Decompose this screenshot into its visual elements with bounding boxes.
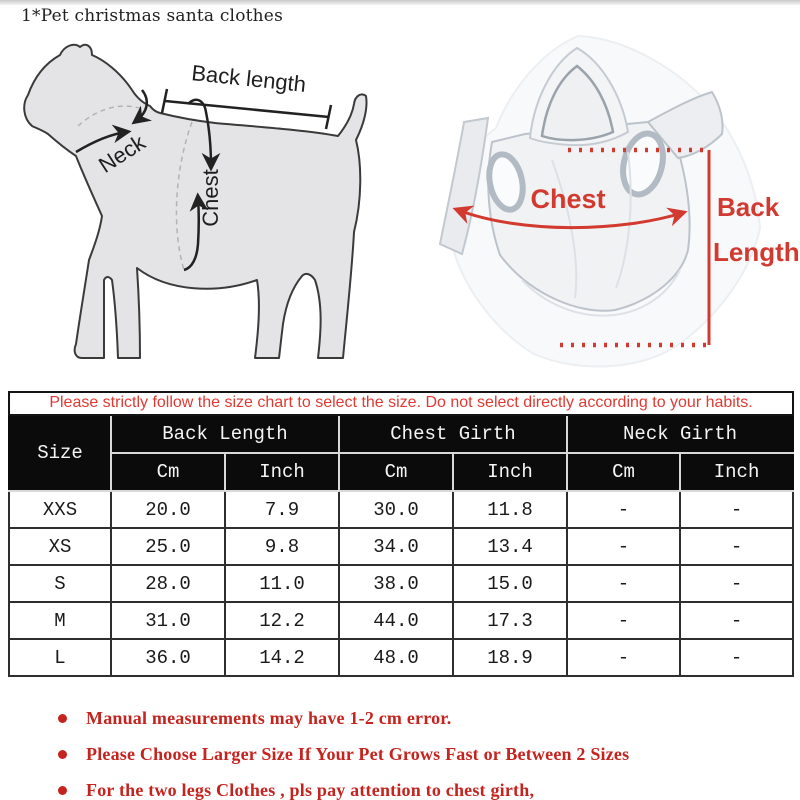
col-header-neck-girth: Neck Girth — [567, 415, 793, 453]
garment-svg — [430, 30, 800, 380]
value-cell: - — [567, 528, 680, 565]
col-header-chest-girth: Chest Girth — [339, 415, 567, 453]
size-table — [8, 391, 794, 677]
value-cell: 31.0 — [111, 602, 225, 639]
table-row-s — [9, 565, 793, 602]
value-cell: - — [680, 565, 793, 602]
note-text: Please Choose Larger Size If Your Pet Grows Fast or Between 2 Sizes — [86, 743, 630, 764]
value-cell: - — [567, 639, 680, 676]
size-cell: L — [9, 639, 111, 676]
footnotes — [58, 700, 778, 800]
value-cell: 9.8 — [225, 528, 339, 565]
size-table-section — [8, 391, 792, 677]
note-text: For the two legs Clothes , pls pay attention to chest girth, — [86, 779, 535, 800]
bullet-icon — [58, 714, 67, 723]
table-row-xs — [9, 528, 793, 565]
col-header-back-length: Back Length — [111, 415, 339, 453]
value-cell: 30.0 — [339, 491, 453, 528]
value-cell: 48.0 — [339, 639, 453, 676]
header-unit-row — [9, 453, 793, 491]
chest-label: Chest — [198, 169, 223, 227]
warning-row — [9, 392, 793, 415]
top-edge-strip — [0, 0, 800, 5]
size-cell: XS — [9, 528, 111, 565]
value-cell: - — [567, 491, 680, 528]
garment-back-label: Back — [717, 192, 780, 222]
neck-label: Neck — [94, 129, 150, 178]
col-header-chest-cm: Cm — [339, 453, 453, 491]
back-length-label: Back length — [190, 60, 308, 97]
value-cell: 11.8 — [453, 491, 567, 528]
table-row-m — [9, 602, 793, 639]
value-cell: 12.2 — [225, 602, 339, 639]
note-item — [58, 700, 778, 736]
value-cell: 44.0 — [339, 602, 453, 639]
page-title: 1*Pet christmas santa clothes — [21, 6, 283, 26]
value-cell: - — [567, 565, 680, 602]
value-cell: - — [680, 639, 793, 676]
value-cell: 36.0 — [111, 639, 225, 676]
table-row-l — [9, 639, 793, 676]
value-cell: - — [567, 602, 680, 639]
value-cell: 38.0 — [339, 565, 453, 602]
bullet-icon — [58, 786, 67, 795]
note-text: Manual measurements may have 1-2 cm error. — [86, 707, 452, 728]
header-group-row — [9, 415, 793, 453]
value-cell: - — [680, 491, 793, 528]
garment-chest-label: Chest — [530, 184, 606, 214]
value-cell: 34.0 — [339, 528, 453, 565]
col-header-size: Size — [9, 415, 111, 491]
col-header-chest-inch: Inch — [453, 453, 567, 491]
bullet-icon — [58, 750, 67, 759]
note-item — [58, 736, 778, 772]
garment-measurement-figure — [430, 30, 800, 380]
value-cell: - — [680, 602, 793, 639]
dog-measurement-diagram — [20, 40, 430, 380]
value-cell: 18.9 — [453, 639, 567, 676]
dog-silhouette — [24, 45, 366, 358]
size-warning-text: Please strictly follow the size chart to select the size. Do not select directly according to your habits. — [9, 392, 793, 415]
col-header-back-cm: Cm — [111, 453, 225, 491]
value-cell: 20.0 — [111, 491, 225, 528]
value-cell: 17.3 — [453, 602, 567, 639]
value-cell: 7.9 — [225, 491, 339, 528]
garment-length-label: Length — [713, 237, 800, 267]
value-cell: - — [680, 528, 793, 565]
value-cell: 25.0 — [111, 528, 225, 565]
col-header-neck-cm: Cm — [567, 453, 680, 491]
size-cell: M — [9, 602, 111, 639]
col-header-back-inch: Inch — [225, 453, 339, 491]
value-cell: 15.0 — [453, 565, 567, 602]
value-cell: 11.0 — [225, 565, 339, 602]
note-item — [58, 772, 778, 800]
value-cell: 28.0 — [111, 565, 225, 602]
dog-diagram-svg — [20, 40, 430, 380]
table-row-xxs — [9, 491, 793, 528]
col-header-neck-inch: Inch — [680, 453, 793, 491]
size-cell: S — [9, 565, 111, 602]
value-cell: 14.2 — [225, 639, 339, 676]
size-cell: XXS — [9, 491, 111, 528]
value-cell: 13.4 — [453, 528, 567, 565]
